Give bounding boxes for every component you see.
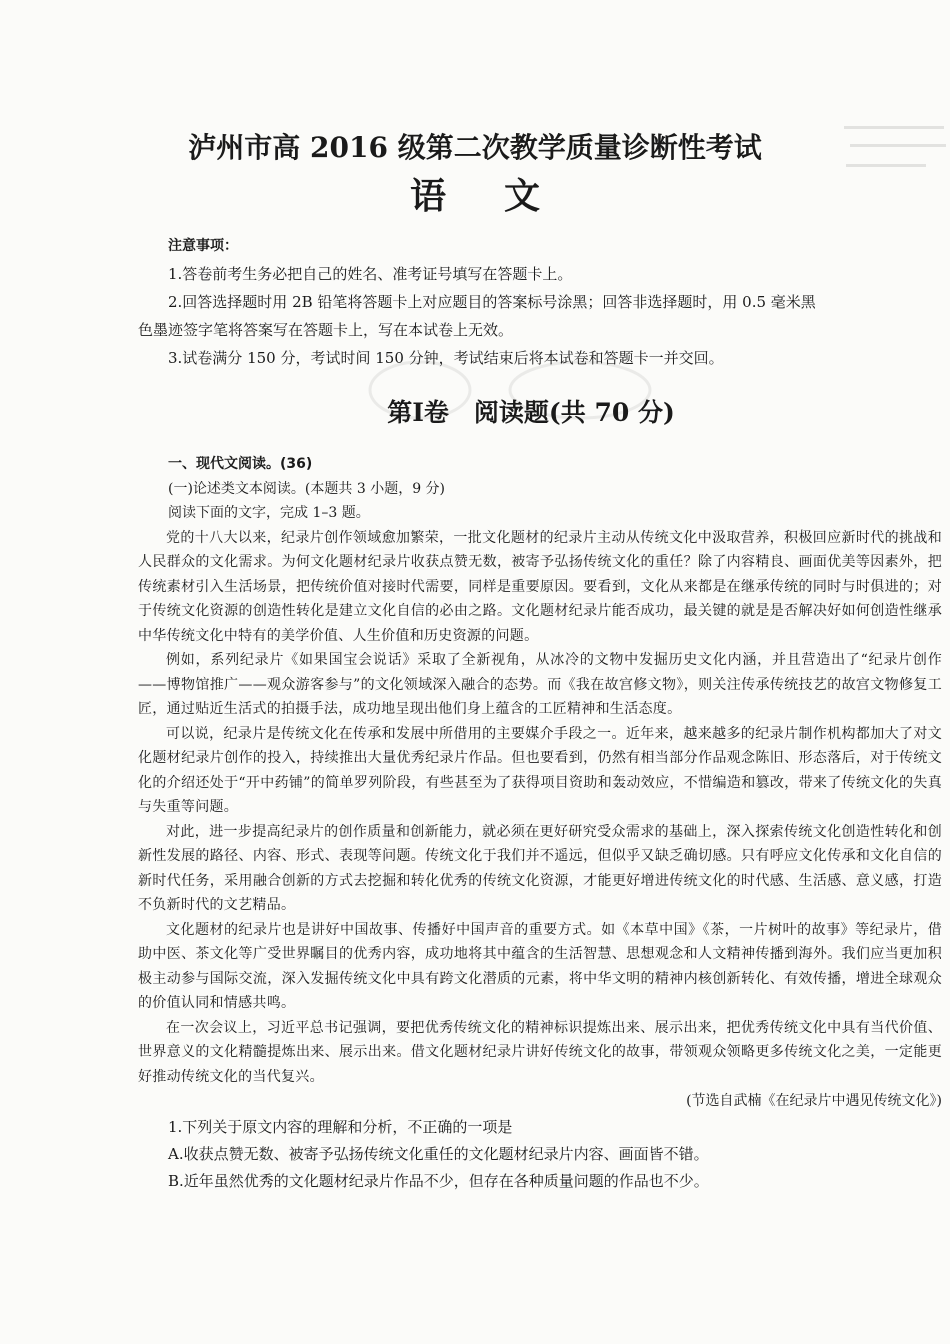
passage-paragraph: 对此，进一步提高纪录片的创作质量和创新能力，就必须在更好研究受众需求的基础上，深入探索传统文化创造性转化和创新性发展的路径、内容、形式、表现等问题。传统文化于我们并不遥远，但似乎又缺乏确切感。只有呼应文化传承和文化自信的新时代任务，采用融合创新的方式去挖掘和转化优秀的传统文化资源，才能更好增进传统文化的时代感、生活感、意义感，打造不负新时代的文艺精品。 [138,823,942,913]
passage-paragraph: 党的十八大以来，纪录片创作领域愈加繁荣，一批文化题材的纪录片主动从传统文化中汲取营养，积极回应新时代的挑战和人民群众的文化需求。为何文化题材纪录片收获点赞无数，被寄予弘扬传统文化的重任？除了内容精良、画面优美等因素外，把传统素材引入生活场景，把传统价值对接时代需要，同样是重要原因。要看到，文化从来都是在继承传统的同时与时俱进的；对于传统文化资源的创造性转化是建立文化自信的必由之路。文化题材纪录片能否成功，最关键的就是是否解决好如何创造性继承中华传统文化中特有的美学价值、人生价值和历史资源的问题。 [138,529,942,644]
section-title: 第Ⅰ卷 阅读题(共 70 分) [387,398,675,427]
note-item-continuation: 色墨迹签字笔将答案写在答题卡上，写在本试卷上无效。 [138,321,514,339]
subject-title: 语文 [409,175,598,217]
reading-section [138,452,942,1195]
note-item: 3.试卷满分 150 分，考试时间 150 分钟，考试结束后将本试卷和答题卡一并交回。 [168,349,724,367]
question-option: B.近年虽然优秀的文化题材纪录片作品不少，但存在各种质量问题的作品也不少。 [168,1171,709,1190]
notes-heading: 注意事项： [168,238,238,254]
passage-source: (节选自武楠《在纪录片中遇见传统文化》) [686,1093,942,1109]
note-item: 2.回答选择题时用 2B 铅笔将答题卡上对应题目的答案标号涂黑；回答非选择题时，用 0.5 毫米黑 [168,293,816,311]
subpart-heading: (一)论述类文本阅读。(本题共 3 小题，9 分) [168,480,446,497]
question-option: A.收获点赞无数、被寄予弘扬传统文化重任的文化题材纪录片内容、画面皆不错。 [168,1144,709,1163]
reading-instruction: 阅读下面的文字，完成 1–3 题。 [168,505,370,521]
passage-paragraph: 可以说，纪录片是传统文化在传承和发展中所借用的主要媒介手段之一。近年来，越来越多的纪录片制作机构都加大了对文化题材纪录片创作的投入，持续推出大量优秀纪录片作品。但也要看到，仍然有相当部分作品观念陈旧、形态落后，对于传统文化的介绍还处于“开中药铺”的简单罗列阶段，有些甚至为了获得项目资助和轰动效应，不惜编造和篡改，带来了传统文化的失真与失重等问题。 [138,725,942,815]
part-heading: 一、现代文阅读。(36) [168,456,313,472]
passage-paragraph: 文化题材的纪录片也是讲好中国故事、传播好中国声音的重要方式。如《本草中国》《茶，一片树叶的故事》等纪录片，借助中医、茶文化等广受世界瞩目的优秀内容，成功地将其中蕴含的生活智慧、思想观念和人文精神传播到海外。我们应当更加积极主动参与国际交流，深入发掘传统文化中具有跨文化潜质的元素，将中华文明的精神内核创新转化、有效传播，增进全球观众的价值认同和情感共鸣。 [138,921,942,1011]
note-item: 1.答卷前考生务必把自己的姓名、准考证号填写在答题卡上。 [168,265,573,283]
question-stem: 1.下列关于原文内容的理解和分析，不正确的一项是 [168,1117,513,1136]
passage-paragraph: 在一次会议上，习近平总书记强调，要把优秀传统文化的精神标识提炼出来、展示出来，把优秀传统文化中具有当代价值、世界意义的文化精髓提炼出来、展示出来。借文化题材纪录片讲好传统文化的故事，带领观众领略更多传统文化之美，一定能更好推动传统文化的当代复兴。 [138,1019,942,1085]
passage-paragraph: 例如，系列纪录片《如果国宝会说话》采取了全新视角，从冰冷的文物中发掘历史文化内涵，并且营造出了“纪录片创作——博物馆推广——观众游客参与”的文化领域深入融合的态势。而《我在故宫修文物》，则关注传承传统技艺的故宫文物修复工匠，通过贴近生活式的拍摄手法，成功地呈现出他们身上蕴含的工匠精神和生活态度。 [138,652,942,717]
exam-title: 泸州市高 2016 级第二次教学质量诊断性考试 [188,131,762,164]
exam-notes [138,232,938,372]
